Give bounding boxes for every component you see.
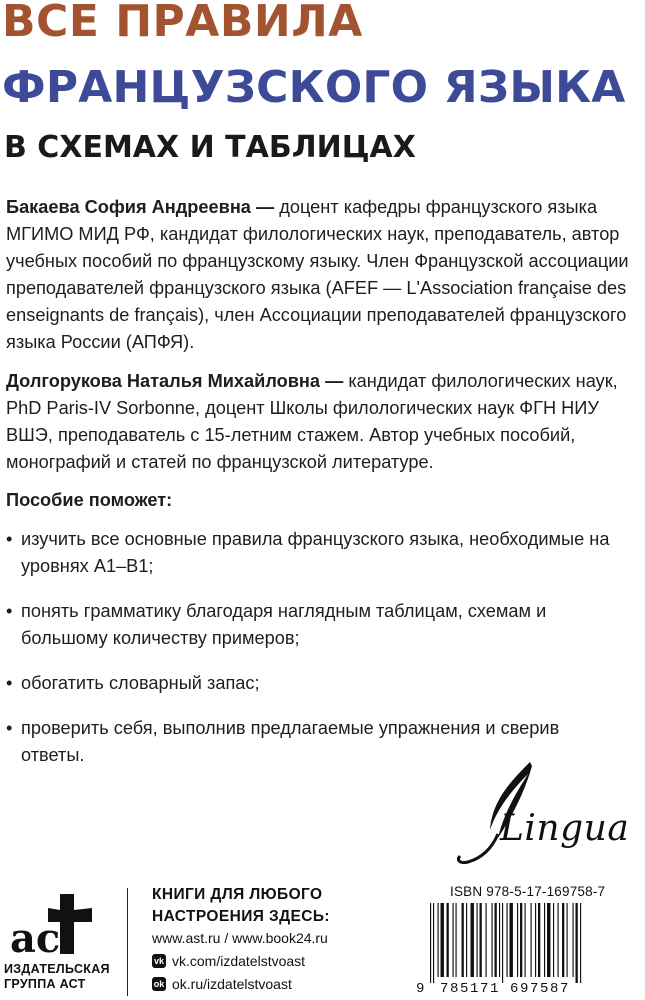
- benefit-text-4: проверить себя, выполнив предлагаемые упражнения и сверив ответы.: [21, 718, 560, 765]
- books-heading-line-2: НАСТРОЕНИЯ ЗДЕСЬ:: [152, 908, 330, 925]
- author-name-2: Долгорукова Наталья Михайловна —: [6, 371, 344, 391]
- ok-icon: ok: [153, 979, 165, 989]
- list-item: [6, 670, 626, 697]
- bullet-icon: •: [6, 529, 13, 549]
- footer-divider: [127, 888, 128, 996]
- author-bio-2: [6, 368, 638, 476]
- barcode-digits: 785171 697587: [440, 981, 571, 997]
- bullet-icon: •: [6, 718, 13, 738]
- bullet-icon: •: [6, 601, 13, 621]
- vk-icon: vk: [153, 956, 164, 966]
- benefits-list: [6, 526, 626, 787]
- author-name-1: Бакаева София Андреевна —: [6, 197, 275, 217]
- book-title-line-1: ВСЕ ПРАВИЛА: [2, 0, 363, 47]
- benefit-text-2: понять грамматику благодаря наглядным таблицам, схемам и большому количеству примеров;: [21, 601, 547, 648]
- barcode-first-digit: 9: [416, 981, 425, 997]
- books-info-heading: [152, 884, 330, 928]
- book-subtitle: В СХЕМАХ И ТАБЛИЦАХ: [4, 130, 416, 165]
- isbn-label: ISBN 978-5-17-169758-7: [450, 884, 606, 899]
- ast-logo-text: ac: [10, 915, 61, 962]
- vk-link[interactable]: [152, 953, 305, 969]
- benefits-heading: Пособие поможет:: [6, 490, 173, 510]
- author-bio-1-text: доцент кафедры французского языка МГИМО МИД РФ, кандидат филологических наук, преподаватель, автор учебных пособий по французскому языку. Член Французской ассоциации преподавателей французского языка (AFEF — L'Association française des enseignants de français), член Ассоциации преподавателей французского языка России (АПФЯ).: [6, 197, 629, 352]
- book-title-line-2: ФРАНЦУЗСКОГО ЯЗЫКА: [2, 62, 626, 113]
- website-links[interactable]: www.ast.ru / www.book24.ru: [152, 930, 328, 946]
- barcode-icon: [428, 903, 638, 983]
- publisher-name-line-2: ГРУППА АСТ: [4, 977, 86, 991]
- benefit-text-3: обогатить словарный запас;: [21, 673, 260, 693]
- ok-link-text[interactable]: ok.ru/izdatelstvoast: [172, 976, 292, 992]
- list-item: [6, 598, 626, 652]
- books-heading-line-1: КНИГИ ДЛЯ ЛЮБОГО: [152, 886, 323, 903]
- publisher-name-line-1: ИЗДАТЕЛЬСКАЯ: [4, 962, 110, 976]
- vk-link-text[interactable]: vk.com/izdatelstvoast: [172, 953, 306, 969]
- benefit-text-1: изучить все основные правила французского языка, необходимые на уровнях А1–В1;: [21, 529, 610, 576]
- series-logo-text: Lingua: [500, 808, 630, 849]
- list-item: [6, 526, 626, 580]
- author-bio-1: [6, 194, 638, 356]
- author-bio-2-text: кандидат филологических наук, PhD Paris-IV Sorbonne, доцент Школы филологических наук ФГН НИУ ВШЭ, преподаватель с 15-летним стажем. Автор учебных пособий, монографий и статей по французской литературе.: [6, 371, 618, 472]
- bullet-icon: •: [6, 673, 13, 693]
- publisher-name: [4, 962, 110, 992]
- ok-link[interactable]: [152, 976, 292, 992]
